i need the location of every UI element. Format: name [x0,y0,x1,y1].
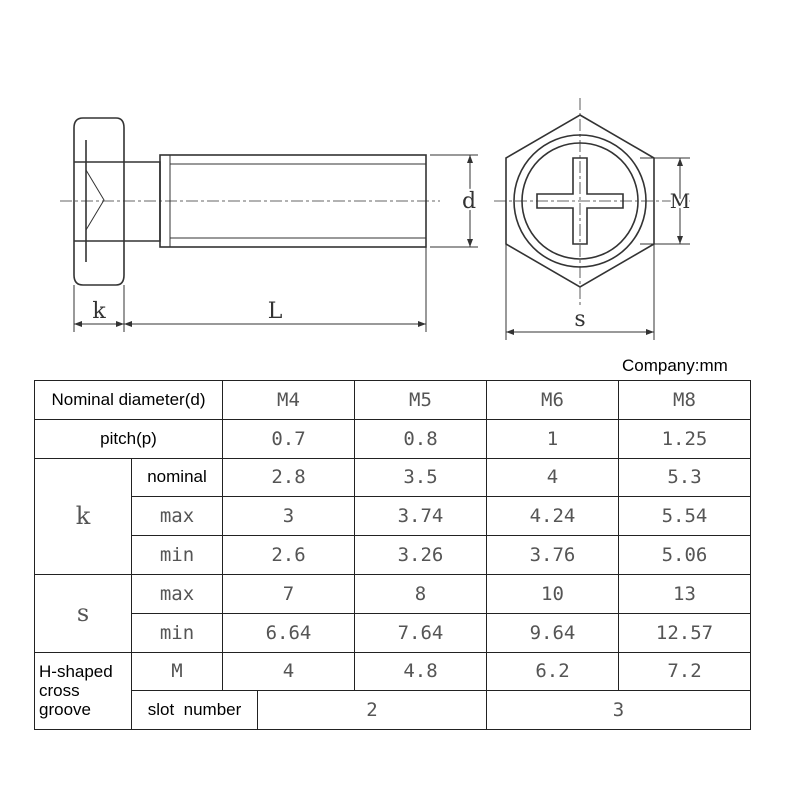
size-cell: M5 [355,381,487,420]
table-cell: 2.8 [223,458,355,497]
table-cell: 3.76 [487,536,619,575]
table-cell: 5.54 [619,497,751,536]
pitch-label: pitch(p) [35,419,223,458]
size-cell: M8 [619,381,751,420]
table-cell: 1.25 [619,419,751,458]
table-cell: 8 [355,574,487,613]
table-cell: 7.64 [355,613,487,652]
table-cell: 3.5 [355,458,487,497]
spec-table [34,380,751,730]
table-cell: 3 [487,691,751,730]
bolt-head-outline [74,118,124,285]
table-cell: 4.24 [487,497,619,536]
table-cell: 0.8 [355,419,487,458]
table-row-pitch [35,419,751,458]
table-row-header [35,381,751,420]
table-cell: 3 [223,497,355,536]
table-cell: 13 [619,574,751,613]
table-row-s-max [35,574,751,613]
table-cell: 5.3 [619,458,751,497]
table-cell: 2 [258,691,487,730]
table-row-k-max [35,497,751,536]
unit-label: Company:mm [622,356,728,375]
table-cell: 6.2 [487,652,619,691]
cross-recess-profile [86,170,104,230]
table-cell: 9.64 [487,613,619,652]
table-cell: 3.26 [355,536,487,575]
s-max-label: max [132,574,223,613]
dim-label-s: s [574,307,586,332]
table-cell: 4.8 [355,652,487,691]
s-label: s [35,574,132,652]
table-cell: 2.6 [223,536,355,575]
table-cell: 6.64 [223,613,355,652]
table-cell: 10 [487,574,619,613]
dim-label-k: k [92,299,106,324]
table-cell: 7.2 [619,652,751,691]
k-max-label: max [132,497,223,536]
size-cell: M4 [223,381,355,420]
table-cell: 1 [487,419,619,458]
table-row-groove-M [35,652,751,691]
dim-label-M: M [669,189,691,213]
bolt-technical-drawing [0,0,800,360]
groove-M-label: M [132,652,223,691]
table-row-k-nominal [35,458,751,497]
k-nominal-label: nominal [132,458,223,497]
table-cell: 3.74 [355,497,487,536]
table-cell: 4 [223,652,355,691]
slot-label: slot number [132,691,258,730]
header-label: Nominal diameter(d) [35,381,223,420]
k-min-label: min [132,536,223,575]
table-row-s-min [35,613,751,652]
s-min-label: min [132,613,223,652]
table-cell: 7 [223,574,355,613]
table-cell: 0.7 [223,419,355,458]
groove-label: H-shaped cross groove [35,652,132,730]
table-row-slot [35,691,751,730]
k-label: k [35,458,132,574]
dim-label-L: L [267,299,283,324]
bolt-neck [124,162,160,241]
table-cell: 4 [487,458,619,497]
table-cell: 5.06 [619,536,751,575]
dim-label-d: d [461,189,477,214]
table-cell: 12.57 [619,613,751,652]
size-cell: M6 [487,381,619,420]
table-row-k-min [35,536,751,575]
